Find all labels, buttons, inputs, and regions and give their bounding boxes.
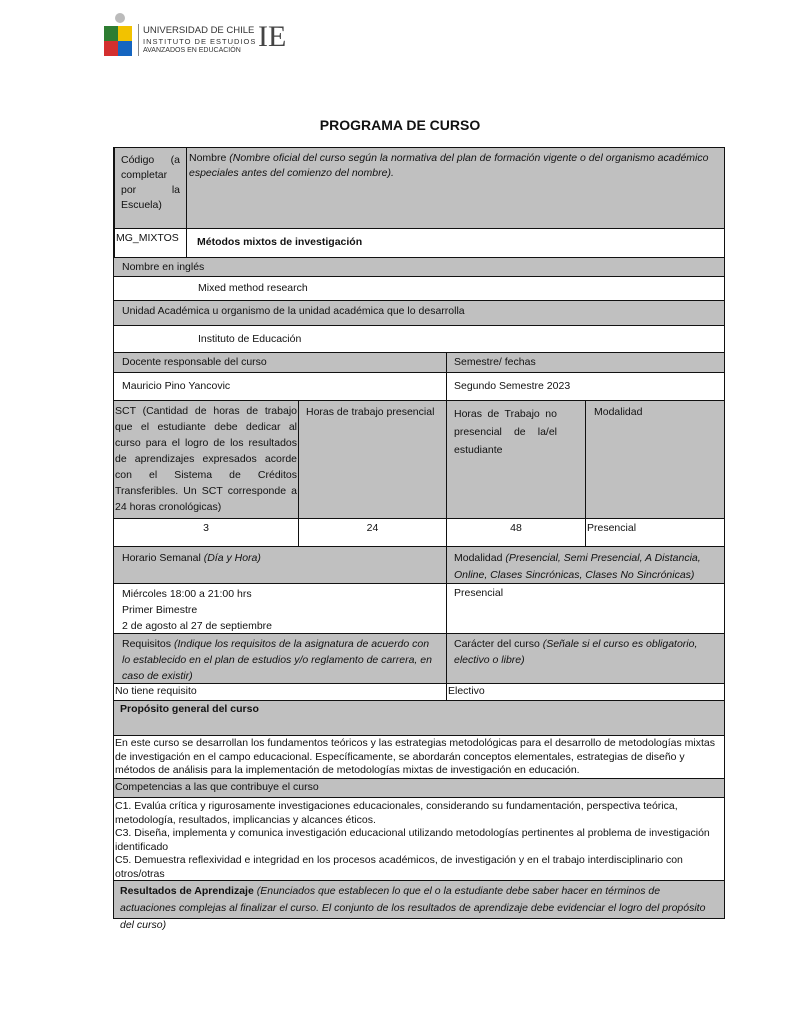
horas-no-presencial-label: Horas de Trabajo no presencial de la/el estudiante	[446, 400, 586, 519]
modalidad-value: Presencial	[446, 583, 725, 634]
unidad-value: Instituto de Educación	[113, 325, 725, 353]
unidad-label: Unidad Académica u organismo de la unidad académica que lo desarrolla	[113, 300, 725, 326]
requisitos-label: Requisitos (Indique los requisitos de la asignatura de acuerdo con lo establecido en el plan de estudios y/o reglamento de carrera, en caso de existir)	[113, 633, 447, 684]
competencia-item: C5. Demuestra reflexividad e integridad en los procesos académicos, de investigación y en el trabajo interdisciplinario con otros/otras	[115, 854, 683, 880]
modalidad-col-label: Modalidad	[585, 400, 725, 519]
codigo-value: MG_MIXTOS	[113, 228, 187, 258]
horas-presencial-label: Horas de trabajo presencial	[298, 400, 447, 519]
competencias-list	[113, 797, 725, 881]
competencias-label: Competencias a las que contribuye el curso	[113, 778, 725, 798]
codigo-label: Código (a completar por la Escuela)	[113, 147, 187, 229]
crest-icon	[100, 10, 140, 60]
competencia-item: C3. Diseña, implementa y comunica investigación educacional utilizando metodologías pertinentes al problema de investigación identificado	[115, 827, 710, 853]
competencia-item: C1. Evalúa crítica y rigurosamente investigaciones educacionales, considerando su fundamentación, perspectiva teórica, metodología, resultados, implicancias y alcances éticos.	[115, 800, 678, 826]
docente-value: Mauricio Pino Yancovic	[113, 372, 447, 401]
sct-label: SCT (Cantidad de horas de trabajo que el estudiante debe dedicar al curso para el logro de los resultados de aprendizajes expresados acorde con el Sistema de Créditos Transferibles. Un SCT corresponde a 24 horas cronológicas)	[113, 400, 299, 519]
ingles-value: Mixed method research	[113, 276, 725, 301]
requisitos-value: No tiene requisito	[113, 683, 447, 701]
horario-value: Miércoles 18:00 a 21:00 hrs Primer Bimestre 2 de agosto al 27 de septiembre	[113, 583, 447, 634]
resultados-label: Resultados de Aprendizaje (Enunciados que establecen lo que el o la estudiante debe saber hacer en términos de actuaciones complejas al finalizar el curso. El conjunto de los resultados de aprendizaje debe evidenciar el logro del propósito del curso)	[113, 880, 725, 919]
page-title: PROGRAMA DE CURSO	[319, 117, 481, 133]
semestre-label: Semestre/ fechas	[446, 352, 725, 373]
nombre-label: Nombre (Nombre oficial del curso según la normativa del plan de formación vigente o del organismo académico especiales antes del comienzo del nombre).	[186, 147, 725, 229]
horas-presencial-value: 24	[298, 518, 447, 547]
horario-label: Horario Semanal (Día y Hora)	[113, 546, 447, 584]
semestre-value: Segundo Semestre 2023	[446, 372, 725, 401]
caracter-label: Carácter del curso (Señale si el curso es obligatorio, electivo o libre)	[446, 633, 725, 684]
sct-value: 3	[113, 518, 299, 547]
university-logo: UNIVERSIDAD DE CHILE INSTITUTO DE ESTUDIOS AVANZADOS EN EDUCACIÓN IE	[100, 10, 290, 60]
modalidad-col-value: Presencial	[585, 518, 725, 547]
docente-label: Docente responsable del curso	[113, 352, 447, 373]
ingles-label: Nombre en inglés	[113, 257, 725, 277]
horas-no-presencial-value: 48	[446, 518, 586, 547]
caracter-value: Electivo	[446, 683, 725, 701]
modalidad-label: Modalidad (Presencial, Semi Presencial, A Distancia, Online, Clases Sincrónicas, Clases No Sincrónicas)	[446, 546, 725, 584]
proposito-value: En este curso se desarrollan los fundamentos teóricos y las estrategias metodológicas para el desarrollo de metodologías mixtas de investigación en el campo educacional. Específicamente, se abordarán conceptos elementales, estrategias de diseño y métodos de análisis para la implementación de metodologías mixtas de investigación en educación.	[113, 735, 725, 779]
proposito-label: Propósito general del curso	[113, 700, 725, 736]
nombre-value: Métodos mixtos de investigación	[186, 228, 725, 258]
